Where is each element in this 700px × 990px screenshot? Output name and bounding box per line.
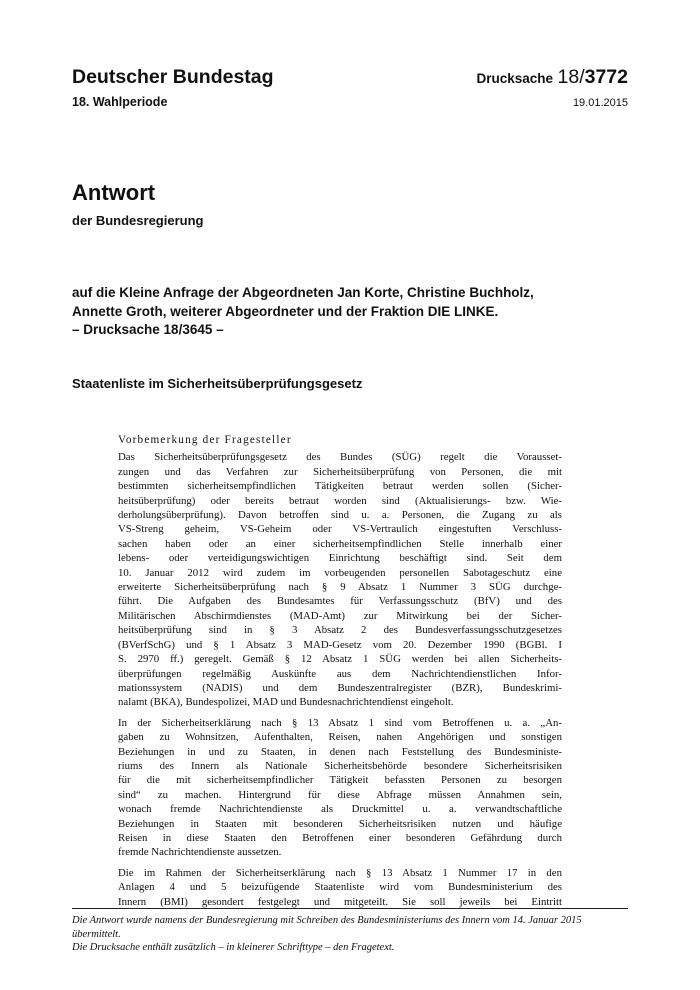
text-line: riums des Innern als Nationale Sicherheitsbehörde besondere Sicherheitsrisiken xyxy=(118,759,562,772)
footnote-line: übermittelt. xyxy=(72,928,121,940)
drucksache-prefix: 18/ xyxy=(557,66,585,88)
document-subtitle: der Bundesregierung xyxy=(72,213,204,228)
text-line: Anlagen 4 und 5 beizufügende Staatenliste wird vom Bundesministerium des xyxy=(118,881,562,894)
drucksache-id xyxy=(558,66,629,88)
footnote xyxy=(72,914,628,955)
document-type-title: Antwort xyxy=(72,180,156,205)
text-line: Beziehungen in Staaten mit besonderen Sicherheitsrisiken nutzen und häufige xyxy=(118,817,562,830)
drucksache-main-number: 3772 xyxy=(584,66,628,88)
text-line: derholungsüberprüfung). Davon betroffen sind u. a. Personen, die Zugang zu als xyxy=(118,509,562,522)
legislative-period: 18. Wahlperiode xyxy=(72,95,168,109)
text-line: nalamt (BKA), Bundespolizei, MAD und Bundesnachrichtendienst eingeholt. xyxy=(118,696,454,709)
body-paragraph xyxy=(118,716,562,860)
text-line: zungen und das Verfahren zur Sicherheitsüberprüfung von Personen, die mit xyxy=(118,465,562,478)
inquiry-line: – Drucksache 18/3645 – xyxy=(72,322,224,337)
inquiry-line: Annette Groth, weiterer Abgeordneter und der Fraktion DIE LINKE. xyxy=(72,303,499,319)
text-line: erweiterte Sicherheitsüberprüfung nach § 9 Absatz 1 Nummer 3 SÜG durchge- xyxy=(118,581,562,594)
text-line: mationssystem (NADIS) und dem Bundeszentralregister (BZR), Bundeskrimi- xyxy=(118,681,562,694)
inquiry-line: auf die Kleine Anfrage der Abgeordneten Jan Korte, Christine Buchholz, xyxy=(72,285,534,300)
preliminary-remarks xyxy=(118,433,562,915)
text-line: lebens- oder verteidigungswichtigen Einrichtung beschäftigt sind. Seit dem xyxy=(118,552,562,565)
text-line: S. 2970 ff.) geregelt. Gemäß § 12 Absatz 1 SÜG werden bei allen Sicherheits- xyxy=(118,653,562,666)
text-line: überprüfungen regelmäßig Auskünfte aus dem Nachrichtendienstlichen Infor- xyxy=(118,667,562,680)
text-line: fremde Nachrichtendienste aussetzen. xyxy=(118,846,282,859)
footnote-line: Die Drucksache enthält zusätzlich – in kleinerer Schrifttype – den Fragetext. xyxy=(72,942,395,954)
text-line: 10. Januar 2012 wird zudem im vorbeugenden personellen Sabotageschutz eine xyxy=(118,566,562,579)
text-line: Militärischen Abschirmdienstes (MAD-Amt) zur Mitwirkung bei der Sicher- xyxy=(118,609,562,622)
footnote-line: Die Antwort wurde namens der Bundesregierung mit Schreiben des Bundesministeriums des Innern vom 14. Januar 2015 xyxy=(72,915,582,926)
text-line: heitsüberprüfung sind in § 3 Absatz 2 des Bundesverfassungsschutzgesetzes xyxy=(118,624,562,637)
text-line: gaben zu Wohnsitzen, Aufenthalten, Reisen, nahen Angehörigen und sonstigen xyxy=(118,731,562,744)
text-line: (BVerfSchG) und § 1 Absatz 3 MAD-Gesetz vom 20. Dezember 1990 (BGBl. I xyxy=(118,638,562,651)
text-line: Innern (BMI) gesondert festgelegt und mitgeteilt. Sie soll jeweils bei Eintritt xyxy=(118,895,562,908)
institution-name: Deutscher Bundestag xyxy=(72,66,274,88)
drucksache-label: Drucksache xyxy=(476,71,554,86)
section-heading: Vorbemerkung der Fragesteller xyxy=(118,434,292,446)
text-line: VS-Streng geheim, VS-Geheim oder VS-Vertraulich eingestuften Verschluss- xyxy=(118,523,562,536)
text-line: Reisen in diese Staaten den Betroffenen einer besonderen Gefährdung durch xyxy=(118,831,562,844)
inquiry-reference xyxy=(72,284,632,340)
body-paragraph xyxy=(118,450,562,709)
text-line: für die mit sicherheitsempfindlicher Tätigkeit befassten Personen zu besorgen xyxy=(118,774,562,787)
text-line: wonach fremde Nachrichtendienste als Druckmittel u. a. verwandtschaftliche xyxy=(118,803,562,816)
drucksache-number xyxy=(477,66,629,89)
body-paragraph xyxy=(118,866,562,909)
text-line: heitsüberprüfung) oder bereits betraut worden sind (Aktualisierungs- bzw. Wie- xyxy=(118,494,562,507)
text-line: sind“ zu machen. Hintergrund für diese Abfrage müssen Annahmen sein, xyxy=(118,788,562,801)
text-line: In der Sicherheitserklärung nach § 13 Absatz 1 sind vom Betroffenen u. a. „An- xyxy=(118,716,562,729)
text-line: sachen haben oder an einer sicherheitsempfindlichen Stelle innerhalb einer xyxy=(118,537,562,550)
text-line: führt. Die Aufgaben des Bundesamtes für Verfassungsschutz (BfV) und des xyxy=(118,595,562,608)
subject-heading: Staatenliste im Sicherheitsüberprüfungsgesetz xyxy=(72,376,363,391)
text-line: Die im Rahmen der Sicherheitserklärung nach § 13 Absatz 1 Nummer 17 in den xyxy=(118,866,562,879)
document-date: 19.01.2015 xyxy=(572,97,628,109)
text-line: Beziehungen in und zu Staaten, in denen nach Feststellung des Bundesministe- xyxy=(118,745,562,758)
text-line: Das Sicherheitsüberprüfungsgesetz des Bundes (SÜG) regelt die Vorausset- xyxy=(118,451,562,464)
footnote-divider xyxy=(72,908,628,909)
text-line: bestimmten sicherheitsempfindlichen Tätigkeiten betraut werden sollen (Sicher- xyxy=(118,480,562,493)
